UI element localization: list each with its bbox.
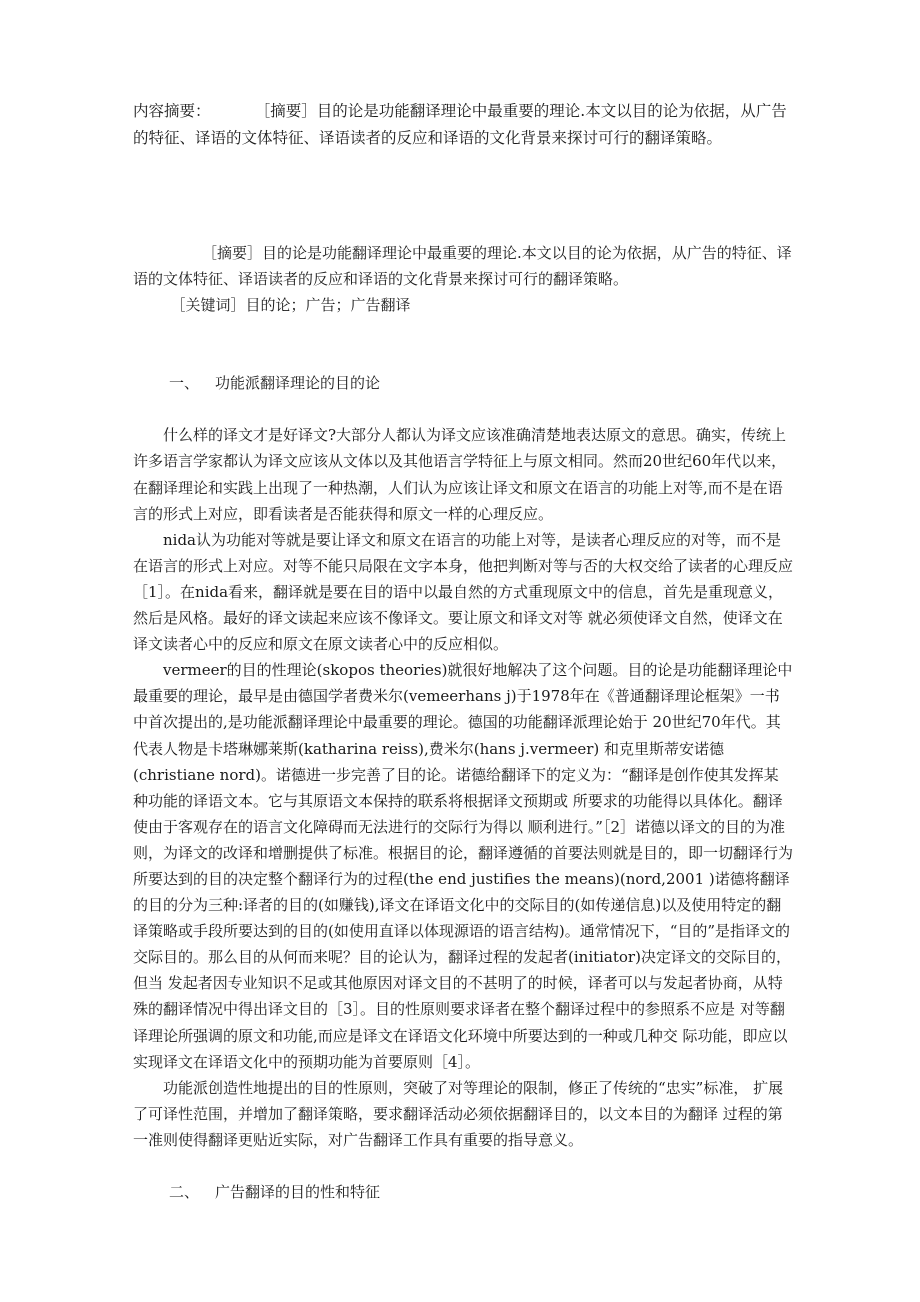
section-2-title: 广告翻译的目的性和特征 xyxy=(215,1183,381,1201)
section-2-number: 二、 xyxy=(169,1183,200,1201)
article-body xyxy=(133,240,793,1205)
summary-label: 内容摘要： xyxy=(133,102,211,120)
abstract-paragraph: ［摘要］目的论是功能翻译理论中最重要的理论.本文以目的论为依据，从广告的特征、译语的文体特征、译语读者的反应和译语的文化背景来探讨可行的翻译策略。 xyxy=(133,244,792,289)
section-2-heading xyxy=(133,1179,793,1205)
summary-text: ［摘要］目的论是功能翻译理论中最重要的理论.本文以目的论为依据，从广告的特征、译语的文体特征、译语读者的反应和译语的文化背景来探讨可行的翻译策略。 xyxy=(133,102,787,147)
section-1-paragraph-3: vermeer的目的性理论(skopos theories)就很好地解决了这个问题。目的论是功能翻译理论中最重要的理论，最早是由德国学者费米尔(vemeerhans j)于1978年在《普通翻译理论框架》一书中首次提出的,是功能派翻译理论中最重要的理论。德国的功能翻译派理论始于 20世纪70年代。其代表人物是卡塔琳娜莱斯(katharina reiss),费米尔(hans j.vermeer) 和克里斯蒂安诺德(christiane nord)。诺德进一步完善了目的论。诺德给翻译下的定义为：“翻译是创作使其发挥某种功能的译语文本。它与其原语文本保持的联系将根据译文预期或 所要求的功能得以具体化。翻译使由于客观存在的语言文化障碍而无法进行的交际行为得以 顺利进行。”［2］诺德以译文的目的为准则，为译文的改译和增删提供了标准。根据目的论，翻译遵循的首要法则就是目的，即一切翻译行为所要达到的目的决定整个翻译行为的过程(the end justifies the means)(nord,2001 )诺德将翻译的目的分为三种:译者的目的(如赚钱),译文在译语文化中的交际目的(如传递信息)以及使用特定的翻译策略或手段所要达到的目的(如使用直译以体现源语的语言结构)。通常情况下，“目的”是指译文的交际目的。那么目的从何而来呢？目的论认为，翻译过程的发起者(initiator)决定译文的交际目的，但当 发起者因专业知识不足或其他原因对译文目的不甚明了的时候，译者可以与发起者协商，从特 殊的翻译情况中得出译文目的［3］。目的性原则要求译者在整个翻译过程中的参照系不应是 对等翻译理论所强调的原文和功能,而应是译文在译语文化环境中所要达到的一种或几种交 际功能，即应以实现译文在译语文化中的预期功能为首要原则［4］。 xyxy=(133,661,794,1071)
section-1-heading xyxy=(133,370,793,396)
keywords-paragraph: ［关键词］目的论；广告；广告翻译 xyxy=(170,296,411,315)
section-1-paragraph-2: nida认为功能对等就是要让译文和原文在语言的功能上对等，是读者心理反应的对等，而不是在语言的形式上对应。对等不能只局限在文字本身，他把判断对等与否的大权交给了读者的心理反应［1］。在nida看来，翻译就是要在目的语中以最自然的方式重现原文中的信息，首先是重现意义，然后是风格。最好的译文读起来应该不像译文。要让原文和译文对等 就必须使译文自然，使译文在译文读者心中的反应和原文在原文读者心中的反应相似。 xyxy=(133,530,794,654)
section-1-number: 一、 xyxy=(169,374,200,393)
section-1-title: 功能派翻译理论的目的论 xyxy=(215,374,381,393)
section-1-paragraph-1: 什么样的译文才是好译文?大部分人都认为译文应该准确清楚地表达原文的意思。确实，传统上许多语言学家都认为译文应该从文体以及其他语言学特征上与原文相同。然而20世纪60年代以来，在翻译理论和实践上出现了一种热潮，人们认为应该让译文和原文在语言的功能上对等,而不是在语言的形式上对应，即看读者是否能获得和原文一样的心理反应。 xyxy=(133,426,787,523)
content-summary xyxy=(133,98,793,152)
section-1-paragraph-4: 功能派创造性地提出的目的性原则，突破了对等理论的限制，修正了传统的“忠实”标准， 扩展了可译性范围，并增加了翻译策略，要求翻译活动必须依据翻译目的，以文本目的为翻译 过程的第一准则使得翻译更贴近实际，对广告翻译工作具有重要的指导意义。 xyxy=(133,1078,784,1149)
